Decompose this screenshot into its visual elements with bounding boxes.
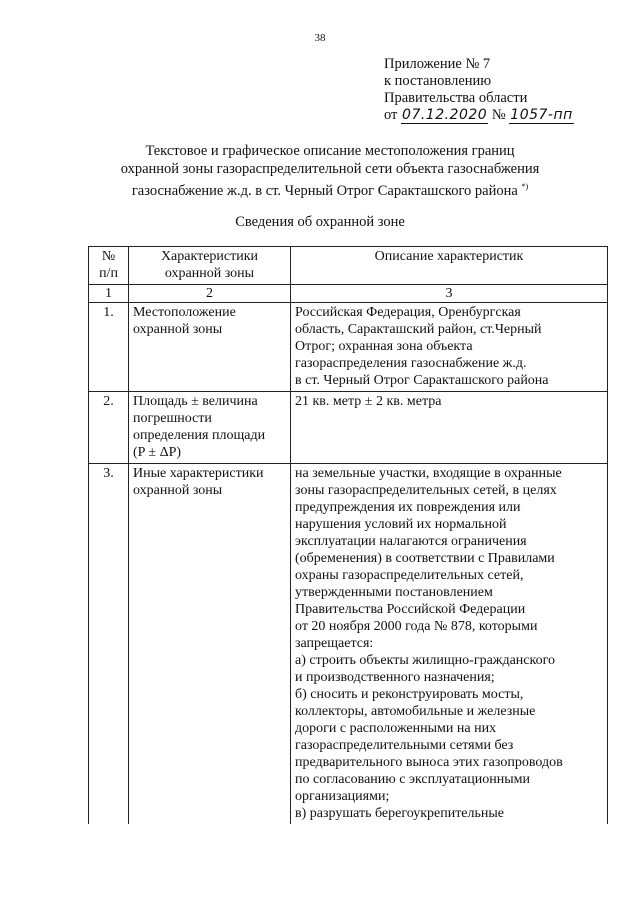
cell-line: нарушения условий их нормальной: [295, 517, 507, 532]
cell-line: утвержденными постановлением: [295, 585, 493, 600]
title-line: Текстовое и графическое описание местоположения границ: [145, 143, 515, 159]
cell-line: предупреждения их повреждения или: [295, 500, 521, 515]
cell-line: а) строить объекты жилищно-гражданского: [295, 653, 555, 668]
cell-line: погрешности: [133, 411, 212, 426]
row-description: [291, 303, 608, 392]
cell-line: (P ± ΔP): [133, 445, 182, 460]
row-characteristic: [129, 464, 291, 825]
cell-line: Местоположение: [133, 305, 236, 320]
cell-line: предварительного выноса этих газопроводов: [295, 755, 563, 770]
cell-line: дороги с расположенными на них: [295, 721, 497, 736]
cell-line: охраны газораспределительных сетей,: [295, 568, 524, 583]
cell-line: 21 кв. метр ± 2 кв. метра: [295, 394, 442, 409]
cell-line: Российская Федерация, Оренбургская: [295, 305, 521, 320]
header-characteristic: Характеристики охранной зоны: [129, 247, 291, 285]
cell-line: по согласованию с эксплуатационными: [295, 772, 530, 787]
date-prefix: от: [384, 107, 398, 123]
cell-line: газораспределения газоснабжение ж.д.: [295, 356, 527, 371]
row-num: 3.: [89, 464, 129, 825]
cell-line: Отрог; охранная зона объекта: [295, 339, 473, 354]
section-subtitle: Сведения об охранной зоне: [235, 214, 405, 230]
table-header-row: [89, 247, 608, 285]
annex-line: к постановлению: [384, 73, 492, 89]
table-row: [89, 392, 608, 464]
row-characteristic: [129, 392, 291, 464]
cell-line: Правительства Российской Федерации: [295, 602, 526, 617]
page-number: 38: [314, 32, 326, 44]
cell-line: определения площади: [133, 428, 266, 443]
number-prefix: №: [491, 107, 506, 123]
cell-line: Иные характеристики: [133, 466, 264, 481]
cell-line: эксплуатации налагаются ограничения: [295, 534, 527, 549]
index-cell: 2: [129, 285, 291, 303]
document-title: [60, 142, 600, 200]
zone-table: [88, 246, 608, 824]
index-cell: 3: [291, 285, 608, 303]
table-row: [89, 464, 608, 825]
row-num: 1.: [89, 303, 129, 392]
header-num: № п/п: [89, 247, 129, 285]
handwritten-number: 1057-пп: [510, 107, 573, 123]
cell-line: запрещается:: [295, 636, 374, 651]
cell-line: коллекторы, автомобильные и железные: [295, 704, 536, 719]
table-row: [89, 303, 608, 392]
annex-line: Правительства области: [384, 90, 528, 106]
handwritten-date: 07.12.2020: [402, 107, 488, 123]
row-description: [291, 392, 608, 464]
cell-line: газораспределительными сетями без: [295, 738, 514, 753]
cell-line: и производственного назначения;: [295, 670, 495, 685]
cell-line: охранной зоны: [133, 322, 223, 337]
cell-line: организациями;: [295, 789, 390, 804]
annex-block: [384, 56, 574, 124]
row-description: [291, 464, 608, 825]
annex-date-line: [384, 107, 574, 124]
row-num: 2.: [89, 392, 129, 464]
cell-line: охранной зоны: [133, 483, 223, 498]
table-index-row: [89, 285, 608, 303]
index-cell: 1: [89, 285, 129, 303]
header-description: Описание характеристик: [291, 247, 608, 285]
cell-line: б) сносить и реконструировать мосты,: [295, 687, 524, 702]
footnote-mark: *): [521, 182, 529, 191]
title-line: газоснабжение ж.д. в ст. Черный Отрог Саракташского района *): [131, 182, 529, 199]
annex-line: Приложение № 7: [384, 56, 491, 72]
cell-line: область, Саракташский район, ст.Черный: [295, 322, 542, 337]
cell-line: на земельные участки, входящие в охранные: [295, 466, 562, 481]
cell-line: от 20 ноября 2000 года № 878, которыми: [295, 619, 538, 634]
title-line: охранной зоны газораспределительной сети объекта газоснабжения: [120, 161, 540, 177]
cell-line: в ст. Черный Отрог Саракташского района: [295, 373, 549, 388]
row-characteristic: [129, 303, 291, 392]
cell-line: в) разрушать берегоукрепительные: [295, 806, 505, 821]
cell-line: (обременения) в соответствии с Правилами: [295, 551, 555, 566]
cell-line: Площадь ± величина: [133, 394, 258, 409]
cell-line: зоны газораспределительных сетей, в целях: [295, 483, 557, 498]
